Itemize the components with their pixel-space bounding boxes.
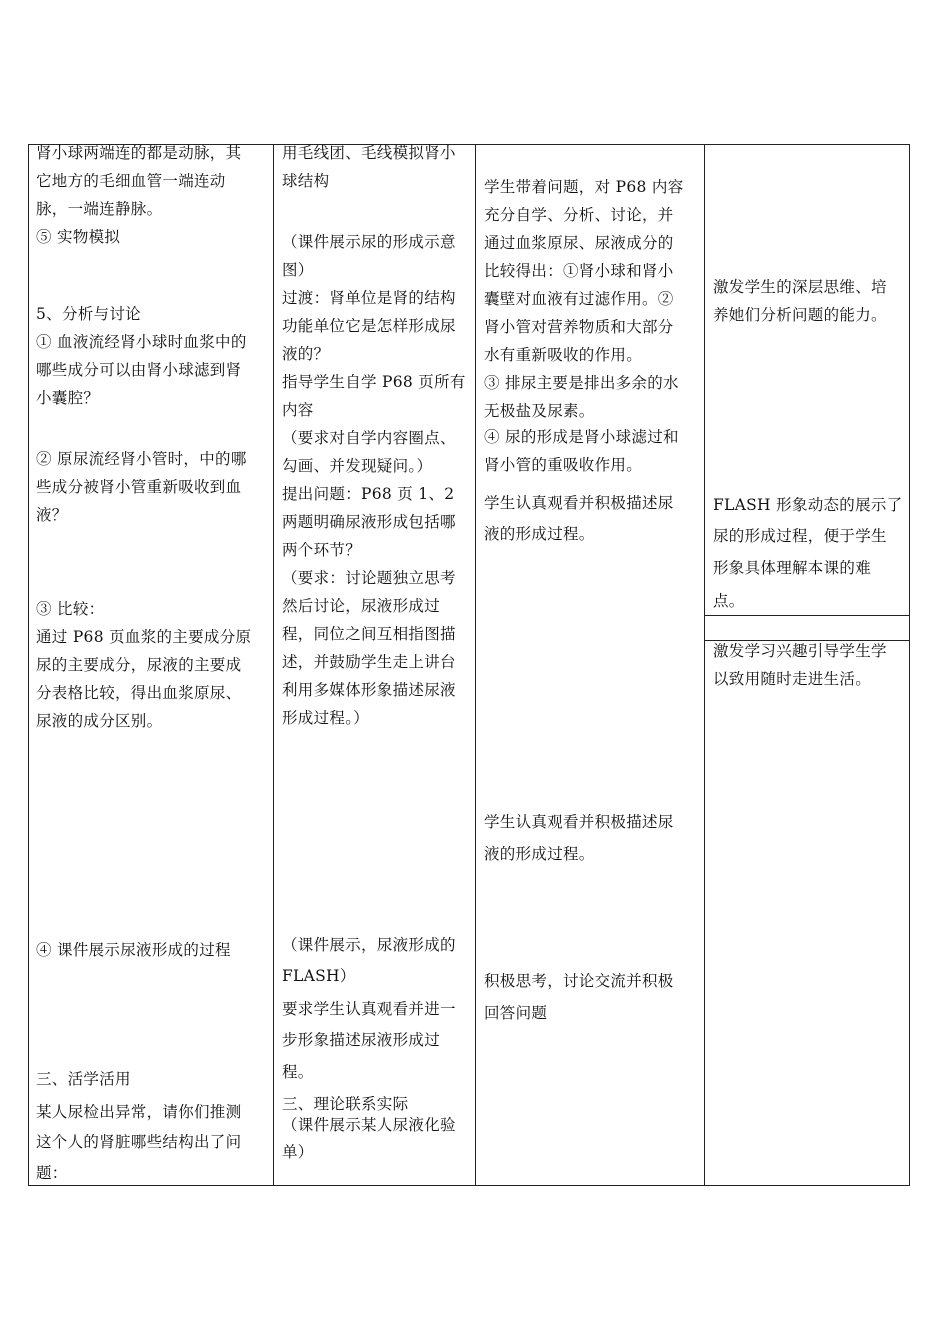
text-line: 然后讨论，尿液形成过 [282,597,441,615]
text-line: 养她们分析问题的能力。 [713,306,887,324]
text-line: （课件展示某人尿液化验 [282,1116,456,1134]
text-line: 两题明确尿液形成包括哪 [282,513,456,531]
text-line: 无极盐及尿素。 [484,402,595,420]
text-line: 某人尿检出异常，请你们推测 [36,1103,242,1121]
section-heading: 5、分析与讨论 [36,305,141,323]
text-line: 用毛线团、毛线模拟肾小 [282,144,456,162]
text-line: ① 血液流经肾小球时血浆中的 [36,333,247,351]
text-line: 以致用随时走进生活。 [713,670,872,688]
text-line: 功能单位它是怎样形成尿 [282,317,456,335]
text-line: 些成分被肾小管重新吸收到血 [36,478,242,496]
text-line: 脉，一端连静脉。 [36,200,163,218]
text-line: 肾小管对营养物质和大部分 [484,318,674,336]
column-divider [273,145,274,1185]
text-line: 球结构 [282,172,330,190]
text-line: 通过血浆原尿、尿液成分的 [484,234,674,252]
column-divider [704,145,705,1185]
text-line: 激发学习兴趣引导学生学 [713,642,887,660]
row-divider [704,615,909,616]
text-line: 题： [36,1164,68,1182]
text-line: 它地方的毛细血管一端连动 [36,172,226,190]
section-heading: 三、理论联系实际 [282,1095,409,1113]
text-line: 尿的形成过程，便于学生 [713,527,887,545]
text-line: 积极思考，讨论交流并积极 [484,972,674,990]
text-line: 学生认真观看并积极描述尿 [484,494,674,512]
text-line: 尿液的成分区别。 [36,712,163,730]
text-line: 液的？ [282,345,330,363]
text-line: 囊壁对血液有过滤作用。② [484,290,674,308]
text-line: 液的形成过程。 [484,845,595,863]
text-line: 勾画、并发现疑问。） [282,457,433,475]
text-line: 步形象描述尿液形成过 [282,1031,441,1049]
text-line: 提出问题：P68 页 1、2 [282,485,455,503]
text-line: 这个人的肾脏哪些结构出了问 [36,1133,242,1151]
text-line: 充分自学、分析、讨论，并 [484,206,674,224]
text-line: 水有重新吸收的作用。 [484,346,643,364]
text-line: ⑤ 实物模拟 [36,228,121,246]
text-line: 内容 [282,401,314,419]
text-line: ④ 尿的形成是肾小球滤过和 [484,428,679,446]
text-line: 两个环节？ [282,541,362,559]
text-line: 比较得出：①肾小球和肾小 [484,262,674,280]
text-line: ② 原尿流经肾小管时，中的哪 [36,450,247,468]
text-line: 学生带着问题，对 P68 内容 [484,178,684,196]
text-line: 学生认真观看并积极描述尿 [484,813,674,831]
text-line: 液的形成过程。 [484,525,595,543]
text-line: 小囊腔？ [36,389,100,407]
text-line: 液？ [36,506,68,524]
text-line: 尿的主要成分，尿液的主要成 [36,656,242,674]
text-line: 利用多媒体形象描述尿液 [282,681,456,699]
text-line: 通过 P68 页血浆的主要成分原 [36,628,252,646]
text-line: 单） [282,1143,314,1161]
text-line: ③ 比较： [36,600,105,618]
column-divider [475,145,476,1185]
text-line: 要求学生认真观看并进一 [282,1000,456,1018]
text-line: 分表格比较，得出血浆原尿、 [36,684,242,702]
section-heading: 三、活学活用 [36,1070,131,1088]
text-line: 肾小管的重吸收作用。 [484,456,643,474]
text-line: （课件展示，尿液形成的 [282,936,456,954]
text-line: （要求：讨论题独立思考 [282,569,456,587]
text-line: 点。 [713,592,745,610]
text-line: 图） [282,261,314,279]
text-line: 激发学生的深层思维、培 [713,278,887,296]
text-line: FLASH 形象动态的展示了 [713,496,903,514]
text-line: 述，并鼓励学生走上讲台 [282,653,456,671]
text-line: FLASH） [282,967,356,985]
text-line: 过渡：肾单位是肾的结构 [282,289,456,307]
text-line: 哪些成分可以由肾小球滤到肾 [36,361,242,379]
text-line: 肾小球两端连的都是动脉，其 [36,144,242,162]
text-line: ③ 排尿主要是排出多余的水 [484,374,679,392]
text-line: ④ 课件展示尿液形成的过程 [36,941,231,959]
text-line: （课件展示尿的形成示意 [282,233,456,251]
text-line: 指导学生自学 P68 页所有 [282,373,466,391]
text-line: （要求对自学内容圈点、 [282,429,456,447]
text-line: 程，同位之间互相指图描 [282,625,456,643]
text-line: 形成过程。） [282,709,370,727]
text-line: 形象具体理解本课的难 [713,559,872,577]
text-line: 程。 [282,1063,314,1081]
text-line: 回答问题 [484,1004,548,1022]
